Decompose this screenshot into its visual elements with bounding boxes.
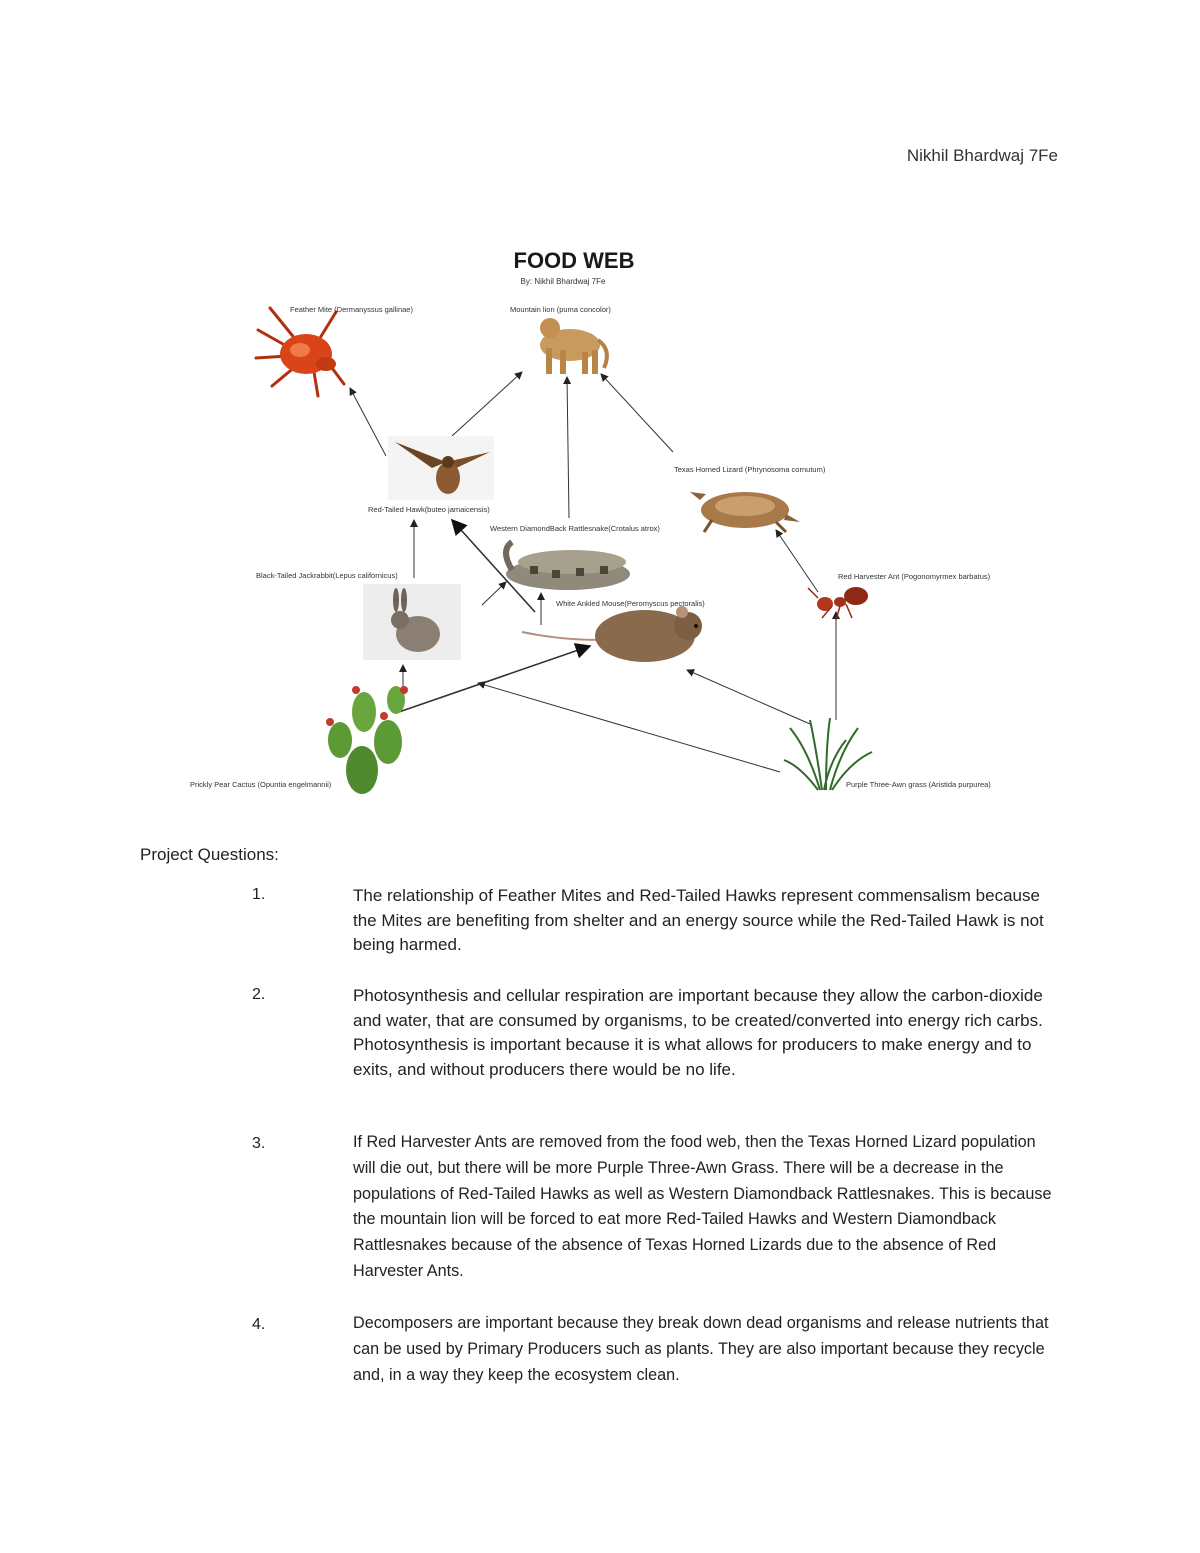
arrow-rabbit-to-snake [482, 582, 506, 605]
question-answer: If Red Harvester Ants are removed from the food web, then the Texas Horned Lizard population will die out, but there will be more Purple Three-Awn Grass. There will be a decrease in the populations of Red-Tailed Hawks as well as Western Diamondback Rattlesnakes. This is because the mountain lion will be forced to eat more Red-Tailed Hawks and Western Diamondback Rattlesnakes because of the absence of Texas Horned Lizards due to the absence of Red Harvester Ants. [353, 1133, 1052, 1280]
question-number: 2. [252, 986, 266, 1003]
label-prickly-pear-cactus: Prickly Pear Cactus (Opuntia engelmannii) [190, 780, 332, 789]
texas-horned-lizard-illustration [690, 492, 800, 532]
arrow-hawk-to-mite [350, 388, 386, 456]
arrow-snake-to-lion [567, 377, 569, 518]
mountain-lion-illustration [540, 318, 607, 374]
rattlesnake-illustration [506, 542, 630, 590]
label-red-harvester-ant: Red Harvester Ant (Pogonomyrmex barbatus) [838, 572, 991, 581]
question-number: 4. [252, 1316, 266, 1333]
food-web-title: FOOD WEB [513, 248, 635, 273]
question-number: 3. [252, 1135, 266, 1152]
question-answer: Decomposers are important because they break down dead organisms and release nutrients that can be used by Primary Producers such as plants. They are also important because they recycle and, in a way they keep the ecosystem clean. [353, 1314, 1049, 1384]
label-jackrabbit: Black-Tailed Jackrabbit(Lepus californicus) [256, 571, 398, 580]
mouse-illustration [522, 606, 702, 662]
label-mountain-lion: Mountain lion (puma concolor) [510, 305, 611, 314]
feather-mite-illustration [256, 308, 344, 396]
jackrabbit-illustration [363, 584, 461, 660]
label-red-tailed-hawk: Red-Tailed Hawk(buteo jamaicensis) [368, 505, 490, 514]
red-harvester-ant-illustration [808, 587, 868, 620]
red-tailed-hawk-illustration [388, 436, 494, 500]
arrow-hawk-to-lion [452, 372, 522, 436]
label-mouse: White Ankled Mouse(Peromyscus pectoralis) [556, 599, 705, 608]
project-questions-heading: Project Questions: [140, 845, 279, 864]
arrow-ant-to-lizard [776, 530, 818, 592]
arrow-grass-to-cactus-path [478, 683, 780, 772]
food-web-subtitle: By: Nikhil Bhardwaj 7Fe [520, 277, 606, 286]
prickly-pear-cactus-illustration [326, 686, 408, 794]
question-number: 1. [252, 886, 266, 903]
label-texas-horned-lizard: Texas Horned Lizard (Phrynosoma cornutum) [674, 465, 826, 474]
arrow-lizard-to-lion [601, 374, 673, 452]
author-header: Nikhil Bhardwaj 7Fe [906, 146, 1058, 165]
question-answer: Photosynthesis and cellular respiration are important because they allow the carbon-dioxide and water, that are consumed by organisms, to be created/converted into energy rich carbs. Photosynthesis is important because it is what allows for producers to make energy and to exits, and without producers there would be no life. [353, 986, 1043, 1079]
label-rattlesnake: Western DiamondBack Rattlesnake(Crotalus atrox) [490, 524, 660, 533]
label-purple-three-awn-grass: Purple Three-Awn grass (Aristida purpurea) [846, 780, 991, 789]
label-feather-mite: Feather Mite (Dermanyssus gallinae) [290, 305, 413, 314]
arrow-grass-to-mouse [687, 670, 810, 724]
question-answer: The relationship of Feather Mites and Red-Tailed Hawks represent commensalism because the Mites are benefiting from shelter and an energy source while the Red-Tailed Hawk is not being harmed. [353, 886, 1044, 954]
